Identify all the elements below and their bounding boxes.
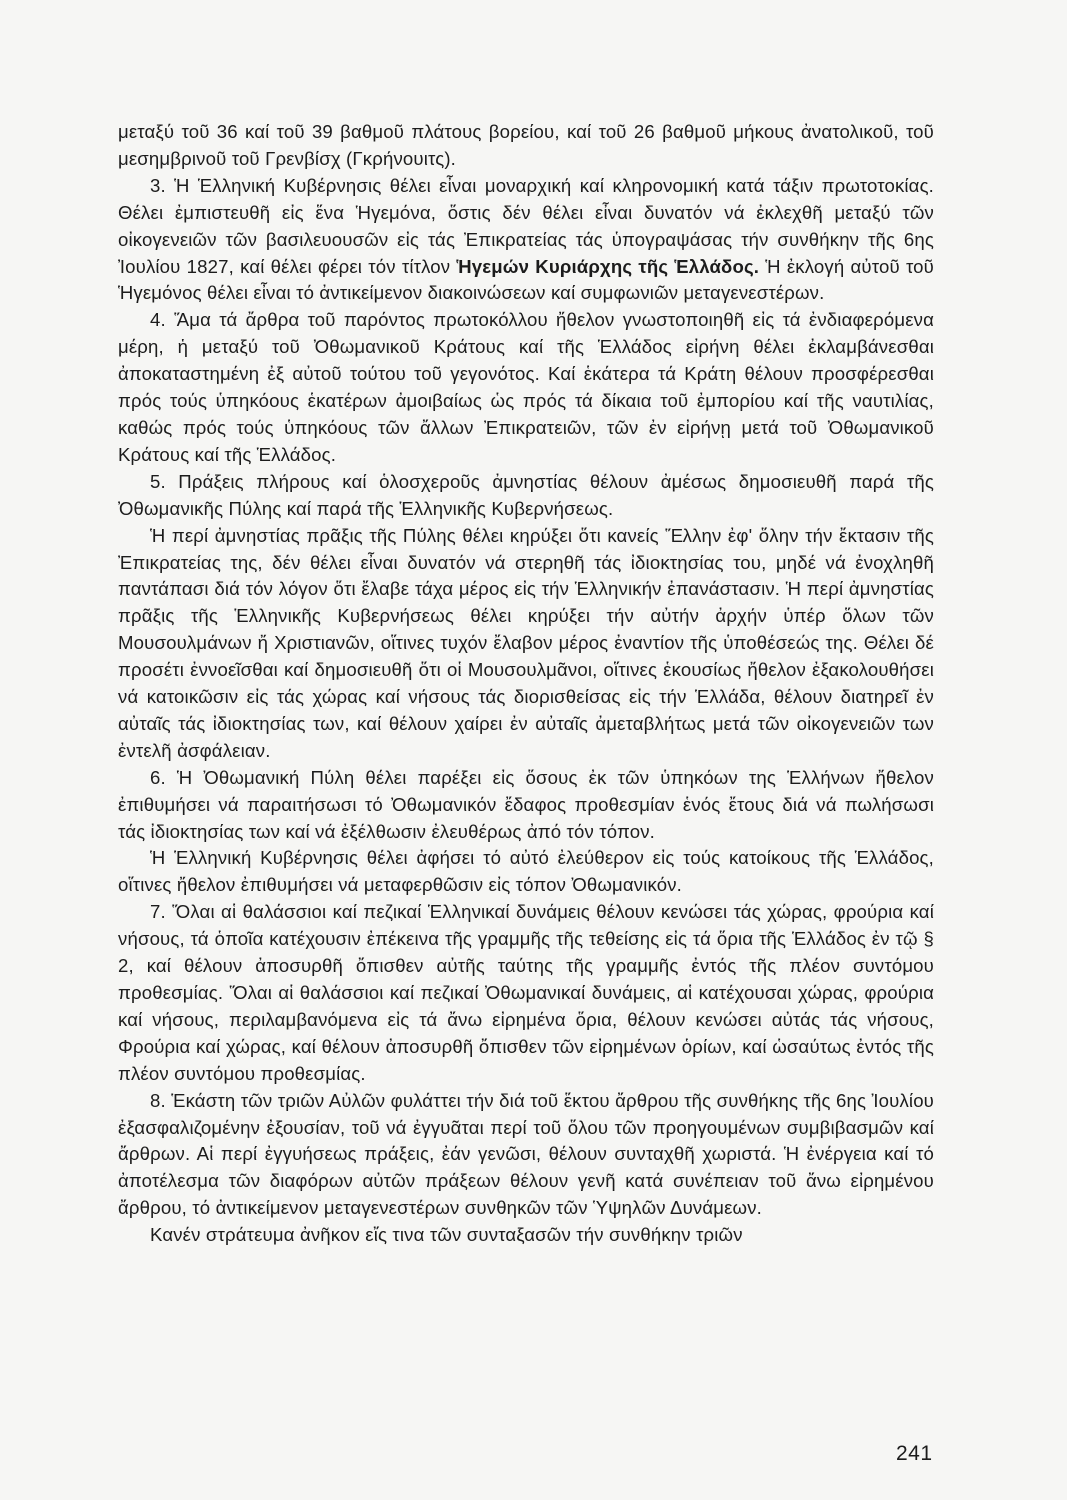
paragraph-greek-government: Ἡ Ἑλληνική Κυβέρνησις θέλει ἀφήσει τό αὐτό ἐλεύθερον εἰς τούς κατοίκους τῆς Ἑλλάδος, οἵτινες ἤθελον ἐπιθυμήσει νά μεταφερθῶσιν εἰς τόπον Ὀθωμανικόν. <box>118 847 934 896</box>
paragraph-final: Κανέν στράτευμα ἀνῆκον εἴς τινα τῶν συνταξασῶν τήν συνθήκην τριῶν <box>150 1224 743 1246</box>
article-3-text-end: Ἡ ἐκλογή αὐτοῦ τοῦ Ἡγεμόνος θέλει εἶναι τό ἀντικείμενον διακοινώσεων καί συμφωνιῶν μεταγενεστέρων. <box>118 255 934 304</box>
paragraph-article-8: 8. Ἑκάστη τῶν τριῶν Αὐλῶν φυλάττει τήν διά τοῦ ἕκτου ἄρθρου τῆς συνθήκης τῆς 6ης Ἰουλίου ἐξασφαλιζομένην ἐξουσίαν, τοῦ νά ἐγγυᾶται περί τοῦ ὅλου τῶν προηγουμένων συμβιβασμῶν καί ἄρθρων. Αἱ περί ἐγγυήσεως πράξεις, ἐάν γενῶσι, θέλουν συνταχθῆ χωριστά. Ἡ ἐνέργεια καί τό ἀποτέλεσμα τῶν διαφόρων αὐτῶν πράξεων θέλουν γενῆ κατά συνέπειαν τοῦ ἄνω εἰρημένου ἄρθρου, τό ἀντικείμενον μεταγενεστέρων συνθηκῶν τῶν Ὑψηλῶν Δυνάμεων. <box>118 1089 934 1219</box>
paragraph-1: μεταξύ τοῦ 36 καί τοῦ 39 βαθμοῦ πλάτους βορείου, καί τοῦ 26 βαθμοῦ μήκους ἀνατολικοῦ, τοῦ μεσημβρινοῦ τοῦ Γρενβίσχ (Γκρήνουιτς). <box>118 121 934 169</box>
page-number: 241 <box>896 1442 933 1465</box>
paragraph-article-4: 4. Ἅμα τά ἄρθρα τοῦ παρόντος πρωτοκόλλου ἤθελον γνωστοποιηθῆ εἰς τά ἐνδιαφερόμενα μέρη, ἡ μεταξύ τοῦ Ὀθωμανικοῦ Κράτους καί τῆς Ἑλλάδος εἰρήνη θέλει ἐκλαμβάνεσθαι ἀποκαταστημένη ἐξ αὐτοῦ τούτου τοῦ γεγονότος. Καί ἑκάτερα τά Κράτη θέλουν προσφέρεσθαι πρός τούς ὑπηκόους ἑκατέρων ἀμοιβαίως ὡς πρός τά δίκαια τοῦ ἐμπορίου καί τῆς ναυτιλίας, καθώς πρός τούς ὑπηκόους τῶν ἄλλων Ἐπικρατειῶν, τῶν ἐν εἰρήνῃ μετά τοῦ Ὀθωμανικοῦ Κράτους καί τῆς Ἑλλάδος. <box>118 309 934 465</box>
paragraph-article-6: 6. Ἡ Ὀθωμανική Πύλη θέλει παρέξει εἰς ὅσους ἐκ τῶν ὑπηκόων της Ἑλλήνων ἤθελον ἐπιθυμήσει νά παραιτήσωσι τό Ὀθωμανικόν ἔδαφος προθεσμίαν ἑνός ἔτους διά νά πωλήσωσι τάς ἰδιοκτησίας των καί νά ἐξέλθωσιν ἐλευθέρως ἀπό τόν τόπον. <box>118 766 934 842</box>
paragraph-article-3 <box>118 173 934 308</box>
article-3-text-start: 3. Ἡ Ἑλληνική Κυβέρνησις θέλει εἶναι μοναρχική καί κληρονομική κατά τάξιν πρωτοτοκίας. Θέλει ἐμπιστευθῆ εἰς ἕνα Ἡγεμόνα, ὅστις δέν θέλει εἶναι δυνατόν νά ἐκλεχθῆ μεταξύ τῶν οἰκογενειῶν τῶν βασιλευουσῶν εἰς τάς Ἐπικρατείας τάς ὑπογραψάσας τήν συνθήκην τῆς 6ης Ἰουλίου 1827, καί θέλει φέρει τόν τίτλον <box>118 174 934 277</box>
paragraph-article-5: 5. Πράξεις πλήρους καί ὁλοσχεροῦς ἀμνηστίας θέλουν ἀμέσως δημοσιευθῆ παρά τῆς Ὀθωμανικῆς Πύλης καί παρά τῆς Ἑλληνικῆς Κυβερνήσεως. <box>118 470 934 519</box>
paragraph-article-7: 7. Ὅλαι αἱ θαλάσσιοι καί πεζικαί Ἑλληνικαί δυνάμεις θέλουν κενώσει τάς χώρας, φρούρια καί νήσους, τά ὁποῖα κατέχουσιν ἐπέκεινα τῆς γραμμῆς τῆς τεθείσης εἰς τά ὅρια τῆς Ἑλλάδος ἐν τῷ § 2, καί θέλουν ἀποσυρθῆ ὄπισθεν αὐτῆς ταύτης τῆς γραμμῆς ἐντός τῆς πλέον συντόμου προθεσμίας. Ὅλαι αἱ θαλάσσιοι καί πεζικαί Ὀθωμανικαί δυνάμεις, αἱ κατέχουσαι χώρας, φρούρια καί νήσους, περιλαμβανόμενα εἰς τά ἄνω εἰρημένα ὅρια, θέλουν κενώσει αὐτάς τάς νήσους, Φρούρια καί χώρας, καί θέλουν ἀποσυρθῆ ὄπισθεν τῶν εἰρημένων ὁρίων, καί ὡσαύτως ἐντός τῆς πλέον συντόμου προθεσμίας. <box>118 901 934 1084</box>
ruler-title: Ἡγεμών Κυριάρχης τῆς Ἑλλάδος. <box>456 255 760 277</box>
paragraph-amnesty: Ἡ περί ἀμνηστίας πρᾶξις τῆς Πύλης θέλει κηρύξει ὅτι κανείς Ἕλλην ἐφ' ὅλην τήν ἔκτασιν τῆς Ἐπικρατείας της, δέν θέλει εἶναι δυνατόν νά στερηθῆ τάς ἰδιοκτησίας του, μηδέ νά ἐνοχληθῆ παντάπασι διά τόν λόγον ὅτι ἔλαβε τάχα μέρος εἰς τήν Ἑλληνικήν ἐπανάστασιν. Ἡ περί ἀμνηστίας πρᾶξις τῆς Ἑλληνικῆς Κυβερνήσεως θέλει κηρύξει τήν αὐτήν ἀρχήν ὑπέρ ὅλων τῶν Μουσουλμάνων ἤ Χριστιανῶν, οἵτινες τυχόν ἔλαβον μέρος ἐναντίον τῆς ὑποθέσεώς της. Θέλει δέ προσέτι ἐννοεῖσθαι καί δημοσιευθῆ ὅτι οἱ Μουσουλμᾶνοι, οἵτινες ἑκουσίως ἤθελον ἐξακολουθήσει νά κατοικῶσιν εἰς τάς χώρας καί νήσους τάς διορισθείσας εἰς τήν Ἑλλάδα, θέλουν διατηρεῖ ἐν αὐταῖς τάς ἰδιοκτησίας των, καί θέλουν χαίρει ἐν αὐταῖς ἀμεταβλήτως μετά τῶν οἰκογενειῶν των ἐντελῆ ἀσφάλειαν. <box>118 524 934 761</box>
body-text <box>118 119 934 1249</box>
